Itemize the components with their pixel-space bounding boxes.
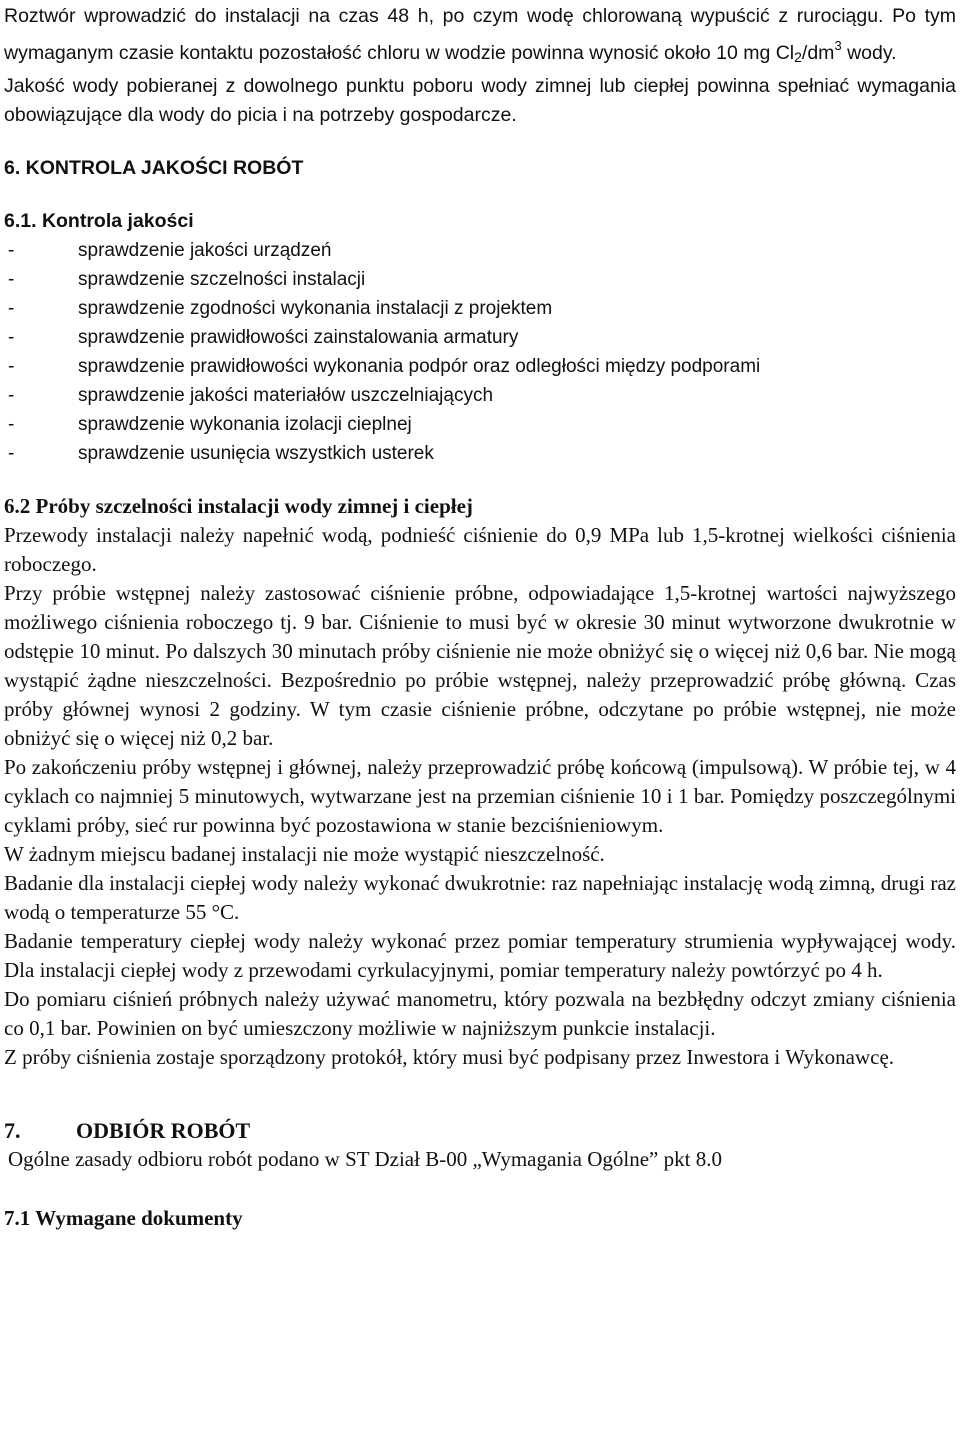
- section-7-1-heading: 7.1 Wymagane dokumenty: [4, 1206, 243, 1230]
- intro-text-a: Roztwór wprowadzić do instalacji na czas 48 h, po czym wodę chlorowaną wypuścić z rurociągu. Po tym wymaganym czasie kontaktu pozostałość chloru w wodzie powinna wynosić około 10 mg Cl: [4, 5, 956, 64]
- section-6-2-paragraph: Przewody instalacji należy napełnić wodą, podnieść ciśnienie do 0,9 MPa lub 1,5-krotnej wielkości ciśnienia roboczego.: [4, 523, 956, 576]
- list-item: - sprawdzenie szczelności instalacji: [4, 265, 956, 294]
- intro-subscript: 2: [794, 49, 802, 65]
- list-item: - sprawdzenie usunięcia wszystkich usterek: [4, 439, 956, 468]
- section-6-2-paragraph: Z próby ciśnienia zostaje sporządzony protokół, który musi być podpisany przez Inwestora i Wykonawcę.: [4, 1045, 895, 1069]
- section-6-2-paragraph: Badanie temperatury ciepłej wody należy wykonać przez pomiar temperatury strumienia wypływającej wody. Dla instalacji ciepłej wody z przewodami cyrkulacyjnymi, pomiar temperatury należy powtórzyć po 4 h.: [4, 929, 956, 982]
- intro-text-c: wody.: [841, 42, 897, 64]
- section-7-text: Ogólne zasady odbioru robót podano w ST Dział B-00 „Wymagania Ogólne” pkt 8.0: [8, 1147, 722, 1171]
- section-6-2-paragraph: Po zakończeniu próby wstępnej i głównej, należy przeprowadzić próbę końcową (impulsową). W próbie tej, w 4 cyklach co najmniej 5 minutowych, wytwarzane jest na przemian ciśnienie 10 i 1 bar. Pomiędzy poszczególnymi cyklami próby, sieć rur powinna być pozostawiona w stanie bezciśnieniowym.: [4, 755, 956, 837]
- section-7-number: 7.: [4, 1118, 21, 1143]
- list-item: - sprawdzenie prawidłowości wykonania podpór oraz odległości między podporami: [4, 352, 956, 381]
- intro-paragraph-2: Jakość wody pobieranej z dowolnego punktu poboru wody zimnej lub ciepłej powinna spełniać wymagania obowiązujące dla wody do picia i na potrzeby gospodarcze.: [4, 75, 956, 126]
- section-6-2-paragraph: W żadnym miejscu badanej instalacji nie może wystąpić nieszczelność.: [4, 842, 605, 866]
- quality-check-list: [4, 236, 956, 468]
- section-6-1-heading: 6.1. Kontrola jakości: [4, 210, 194, 232]
- intro-text-b: /dm: [801, 42, 835, 64]
- intro-superscript: 3: [834, 38, 842, 53]
- list-item: - sprawdzenie wykonania izolacji cieplnej: [4, 410, 956, 439]
- document-page: [4, 2, 956, 1233]
- section-6-2-paragraph: Przy próbie wstępnej należy zastosować ciśnienie próbne, odpowiadające 1,5-krotnej wartości najwyższego możliwego ciśnienia roboczego tj. 9 bar. Ciśnienie to musi być w okresie 30 minut wytworzone dwukrotnie w odstępie 10 minut. Po dalszych 30 minutach próby ciśnienie nie może obniżyć się o więcej niż 0,6 bar. Nie mogą wystąpić żądne nieszczelności. Bezpośrednio po próbie wstępnej, należy przeprowadzić próbę główną. Czas próby głównej wynosi 2 godziny. W tym czasie ciśnienie próbne, odczytane po próbie wstępnej, nie może obniżyć się o więcej niż 0,2 bar.: [4, 581, 956, 750]
- list-item: - sprawdzenie zgodności wykonania instalacji z projektem: [4, 294, 956, 323]
- list-item: - sprawdzenie prawidłowości zainstalowania armatury: [4, 323, 956, 352]
- intro-paragraph-1: [4, 2, 956, 72]
- list-item: - sprawdzenie jakości urządzeń: [4, 236, 956, 265]
- section-6-2-heading: 6.2 Próby szczelności instalacji wody zimnej i ciepłej: [4, 494, 473, 518]
- section-6-2-paragraph: Do pomiaru ciśnień próbnych należy używać manometru, który pozwala na bezbłędny odczyt zmiany ciśnienia co 0,1 bar. Powinien on być umieszczony możliwie w najniższym punkcie instalacji.: [4, 987, 956, 1040]
- section-7-heading: [4, 1116, 956, 1145]
- section-6-heading: 6. KONTROLA JAKOŚCI ROBÓT: [4, 157, 304, 179]
- section-7-title: ODBIÓR ROBÓT: [76, 1118, 251, 1143]
- list-item: - sprawdzenie jakości materiałów uszczelniających: [4, 381, 956, 410]
- section-6-2-paragraph: Badanie dla instalacji ciepłej wody należy wykonać dwukrotnie: raz napełniając instalację wodą zimną, drugi raz wodą o temperaturze 55 °C.: [4, 871, 956, 924]
